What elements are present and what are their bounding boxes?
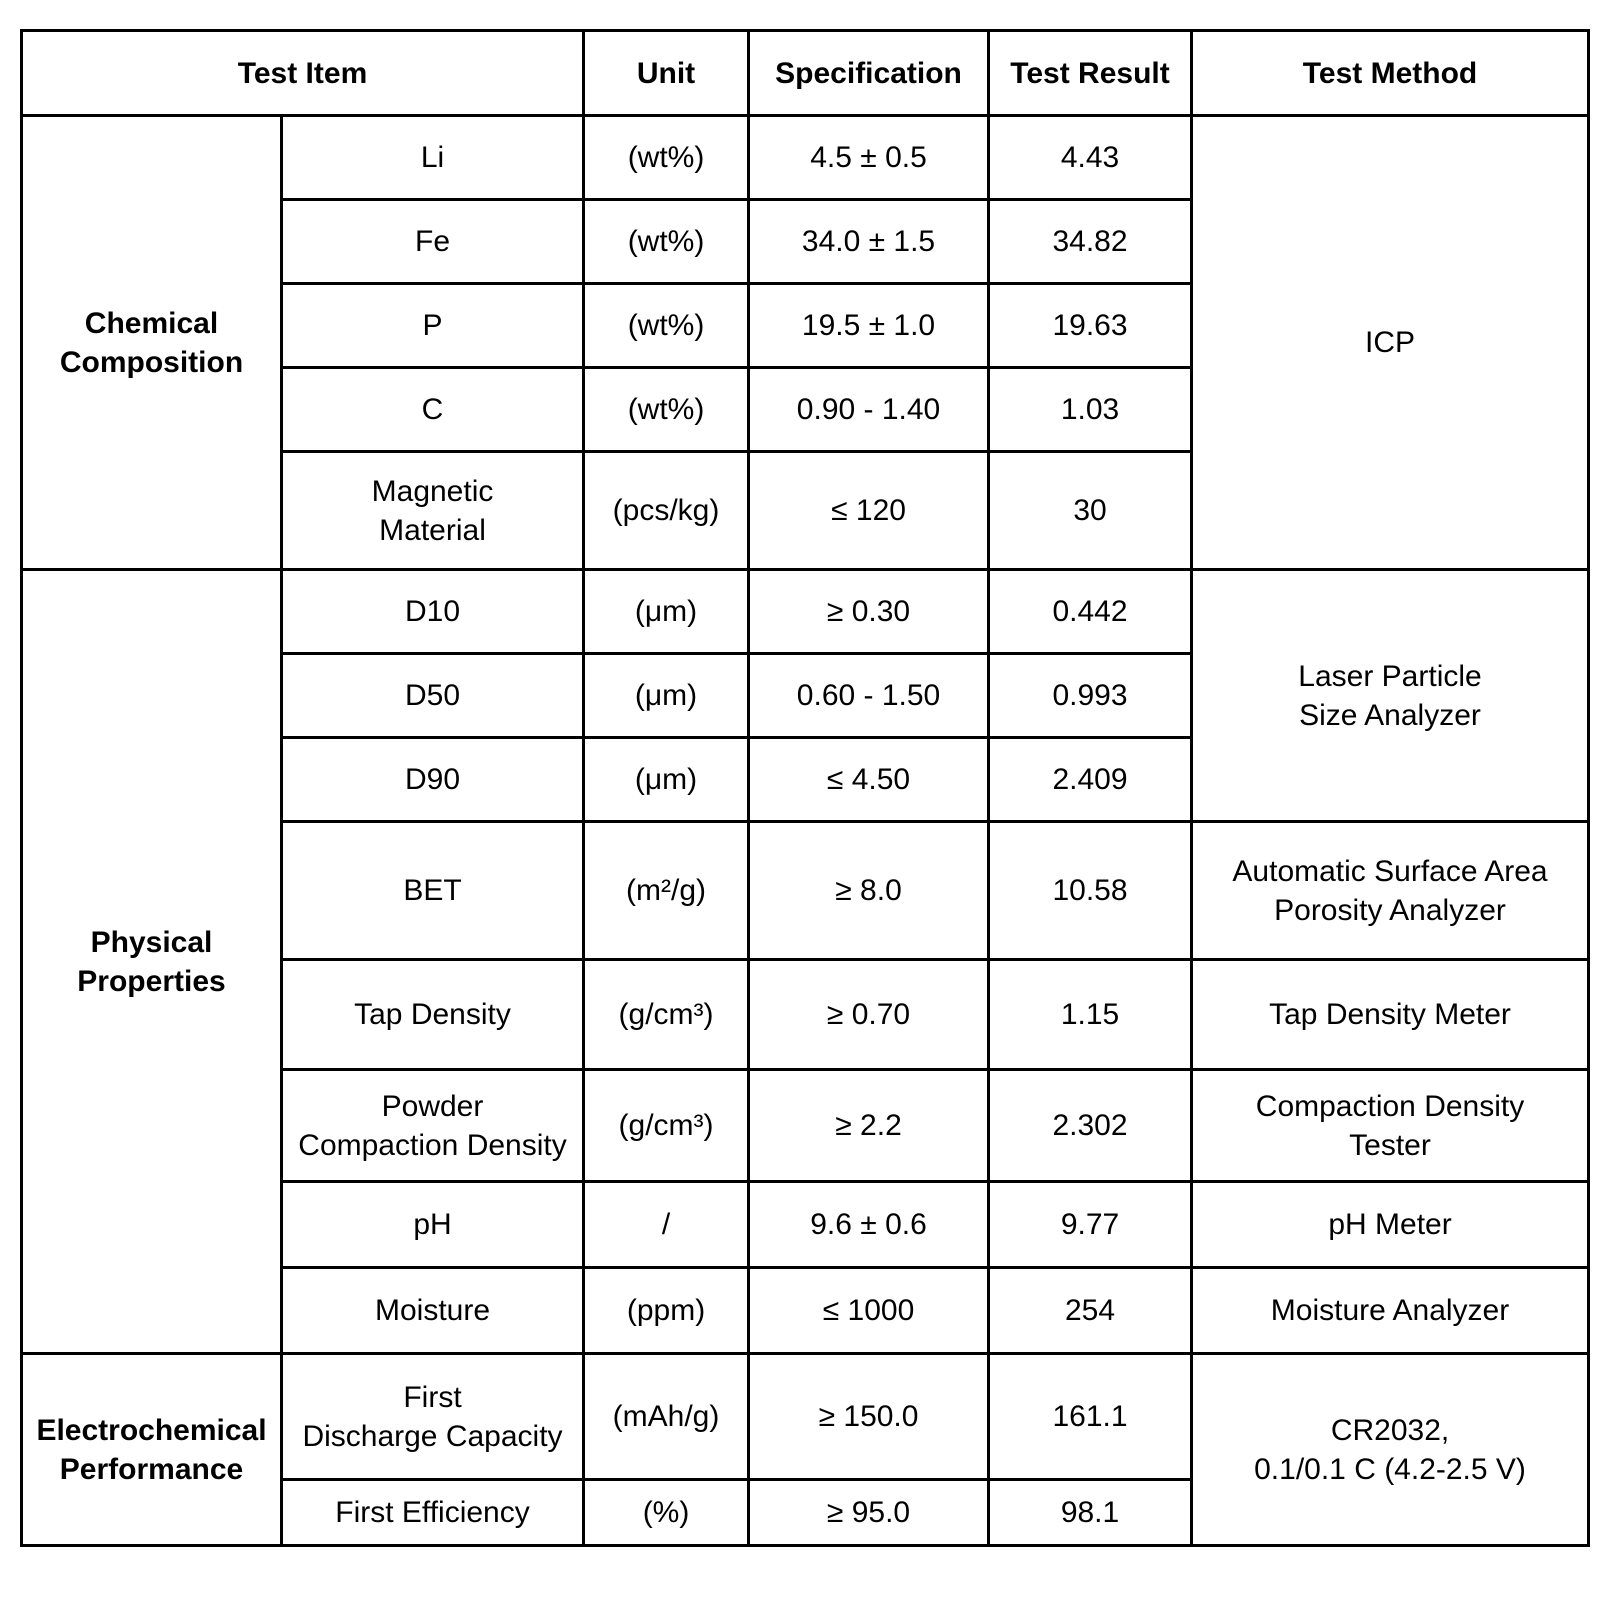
item-cell: Fe [282, 200, 584, 284]
unit-cell: (μm) [584, 738, 749, 822]
item-cell: C [282, 368, 584, 452]
item-cell: Tap Density [282, 960, 584, 1070]
unit-cell: (mAh/g) [584, 1354, 749, 1480]
method-moisture: Moisture Analyzer [1192, 1268, 1589, 1354]
unit-cell: (g/cm³) [584, 1070, 749, 1182]
table-row [22, 570, 1589, 654]
item-cell: pH [282, 1182, 584, 1268]
spec-cell: 9.6 ± 0.6 [749, 1182, 989, 1268]
spec-cell: 19.5 ± 1.0 [749, 284, 989, 368]
result-cell: 34.82 [989, 200, 1192, 284]
method-line: Laser Particle [1298, 659, 1482, 693]
method-bet [1192, 822, 1589, 960]
spec-cell: ≤ 120 [749, 452, 989, 570]
item-line: Magnetic [371, 474, 494, 508]
method-line: Porosity Analyzer [1274, 893, 1506, 927]
spec-cell: 34.0 ± 1.5 [749, 200, 989, 284]
table-row [22, 116, 1589, 200]
group-chemical-composition [22, 116, 282, 570]
item-line: Material [379, 513, 486, 547]
method-line: 0.1/0.1 C (4.2-2.5 V) [1254, 1452, 1526, 1486]
spec-cell: 0.60 - 1.50 [749, 654, 989, 738]
result-cell: 0.993 [989, 654, 1192, 738]
unit-cell: (g/cm³) [584, 960, 749, 1070]
unit-cell: (μm) [584, 654, 749, 738]
spec-cell: ≤ 1000 [749, 1268, 989, 1354]
unit-cell: (μm) [584, 570, 749, 654]
item-line: Powder [381, 1089, 484, 1123]
unit-cell: (wt%) [584, 284, 749, 368]
spec-cell: ≥ 8.0 [749, 822, 989, 960]
unit-cell: (wt%) [584, 200, 749, 284]
item-line: Discharge Capacity [302, 1419, 563, 1453]
method-line: Tester [1349, 1128, 1431, 1162]
header-test-result: Test Result [989, 31, 1192, 116]
item-cell: First Efficiency [282, 1480, 584, 1546]
result-cell: 98.1 [989, 1480, 1192, 1546]
result-cell: 9.77 [989, 1182, 1192, 1268]
result-cell: 2.302 [989, 1070, 1192, 1182]
spec-cell: ≥ 0.70 [749, 960, 989, 1070]
header-test-item: Test Item [22, 31, 584, 116]
method-compaction [1192, 1070, 1589, 1182]
group-physical-properties [22, 570, 282, 1354]
result-cell: 254 [989, 1268, 1192, 1354]
unit-cell: (%) [584, 1480, 749, 1546]
header-test-method: Test Method [1192, 31, 1589, 116]
item-cell: D50 [282, 654, 584, 738]
item-line: First [403, 1380, 462, 1414]
method-icp: ICP [1192, 116, 1589, 570]
spec-cell: ≤ 4.50 [749, 738, 989, 822]
item-cell: D90 [282, 738, 584, 822]
result-cell: 19.63 [989, 284, 1192, 368]
result-cell: 0.442 [989, 570, 1192, 654]
group-electrochemical-performance [22, 1354, 282, 1546]
method-ph-meter: pH Meter [1192, 1182, 1589, 1268]
method-laser-particle [1192, 570, 1589, 822]
spec-cell: ≥ 150.0 [749, 1354, 989, 1480]
group-label-line: Chemical [84, 306, 219, 340]
header-specification: Specification [749, 31, 989, 116]
method-line: Size Analyzer [1299, 698, 1481, 732]
result-cell: 30 [989, 452, 1192, 570]
method-tap-density: Tap Density Meter [1192, 960, 1589, 1070]
group-label-line: Properties [77, 964, 226, 998]
method-line: CR2032, [1330, 1413, 1450, 1447]
specification-table [20, 29, 1590, 1547]
item-cell: BET [282, 822, 584, 960]
table-row [22, 1354, 1589, 1480]
result-cell: 2.409 [989, 738, 1192, 822]
spec-cell: ≥ 95.0 [749, 1480, 989, 1546]
header-unit: Unit [584, 31, 749, 116]
result-cell: 161.1 [989, 1354, 1192, 1480]
spec-cell: ≥ 0.30 [749, 570, 989, 654]
unit-cell: (ppm) [584, 1268, 749, 1354]
result-cell: 1.03 [989, 368, 1192, 452]
spec-cell: 4.5 ± 0.5 [749, 116, 989, 200]
group-label-line: Composition [59, 345, 244, 379]
item-cell: Moisture [282, 1268, 584, 1354]
item-cell [282, 1070, 584, 1182]
unit-cell: (wt%) [584, 116, 749, 200]
unit-cell: (wt%) [584, 368, 749, 452]
item-line: Compaction Density [298, 1128, 567, 1162]
unit-cell: / [584, 1182, 749, 1268]
group-label-line: Performance [59, 1452, 244, 1486]
method-line: Compaction Density [1255, 1089, 1525, 1123]
spec-cell: 0.90 - 1.40 [749, 368, 989, 452]
item-cell: Li [282, 116, 584, 200]
group-label-line: Electrochemical [36, 1413, 267, 1447]
header-row [22, 31, 1589, 116]
spec-cell: ≥ 2.2 [749, 1070, 989, 1182]
method-line: Automatic Surface Area [1232, 854, 1548, 888]
group-label-line: Physical [90, 925, 213, 959]
result-cell: 4.43 [989, 116, 1192, 200]
item-cell: P [282, 284, 584, 368]
unit-cell: (m²/g) [584, 822, 749, 960]
result-cell: 1.15 [989, 960, 1192, 1070]
item-cell [282, 1354, 584, 1480]
result-cell: 10.58 [989, 822, 1192, 960]
unit-cell: (pcs/kg) [584, 452, 749, 570]
method-cr2032 [1192, 1354, 1589, 1546]
item-cell [282, 452, 584, 570]
item-cell: D10 [282, 570, 584, 654]
